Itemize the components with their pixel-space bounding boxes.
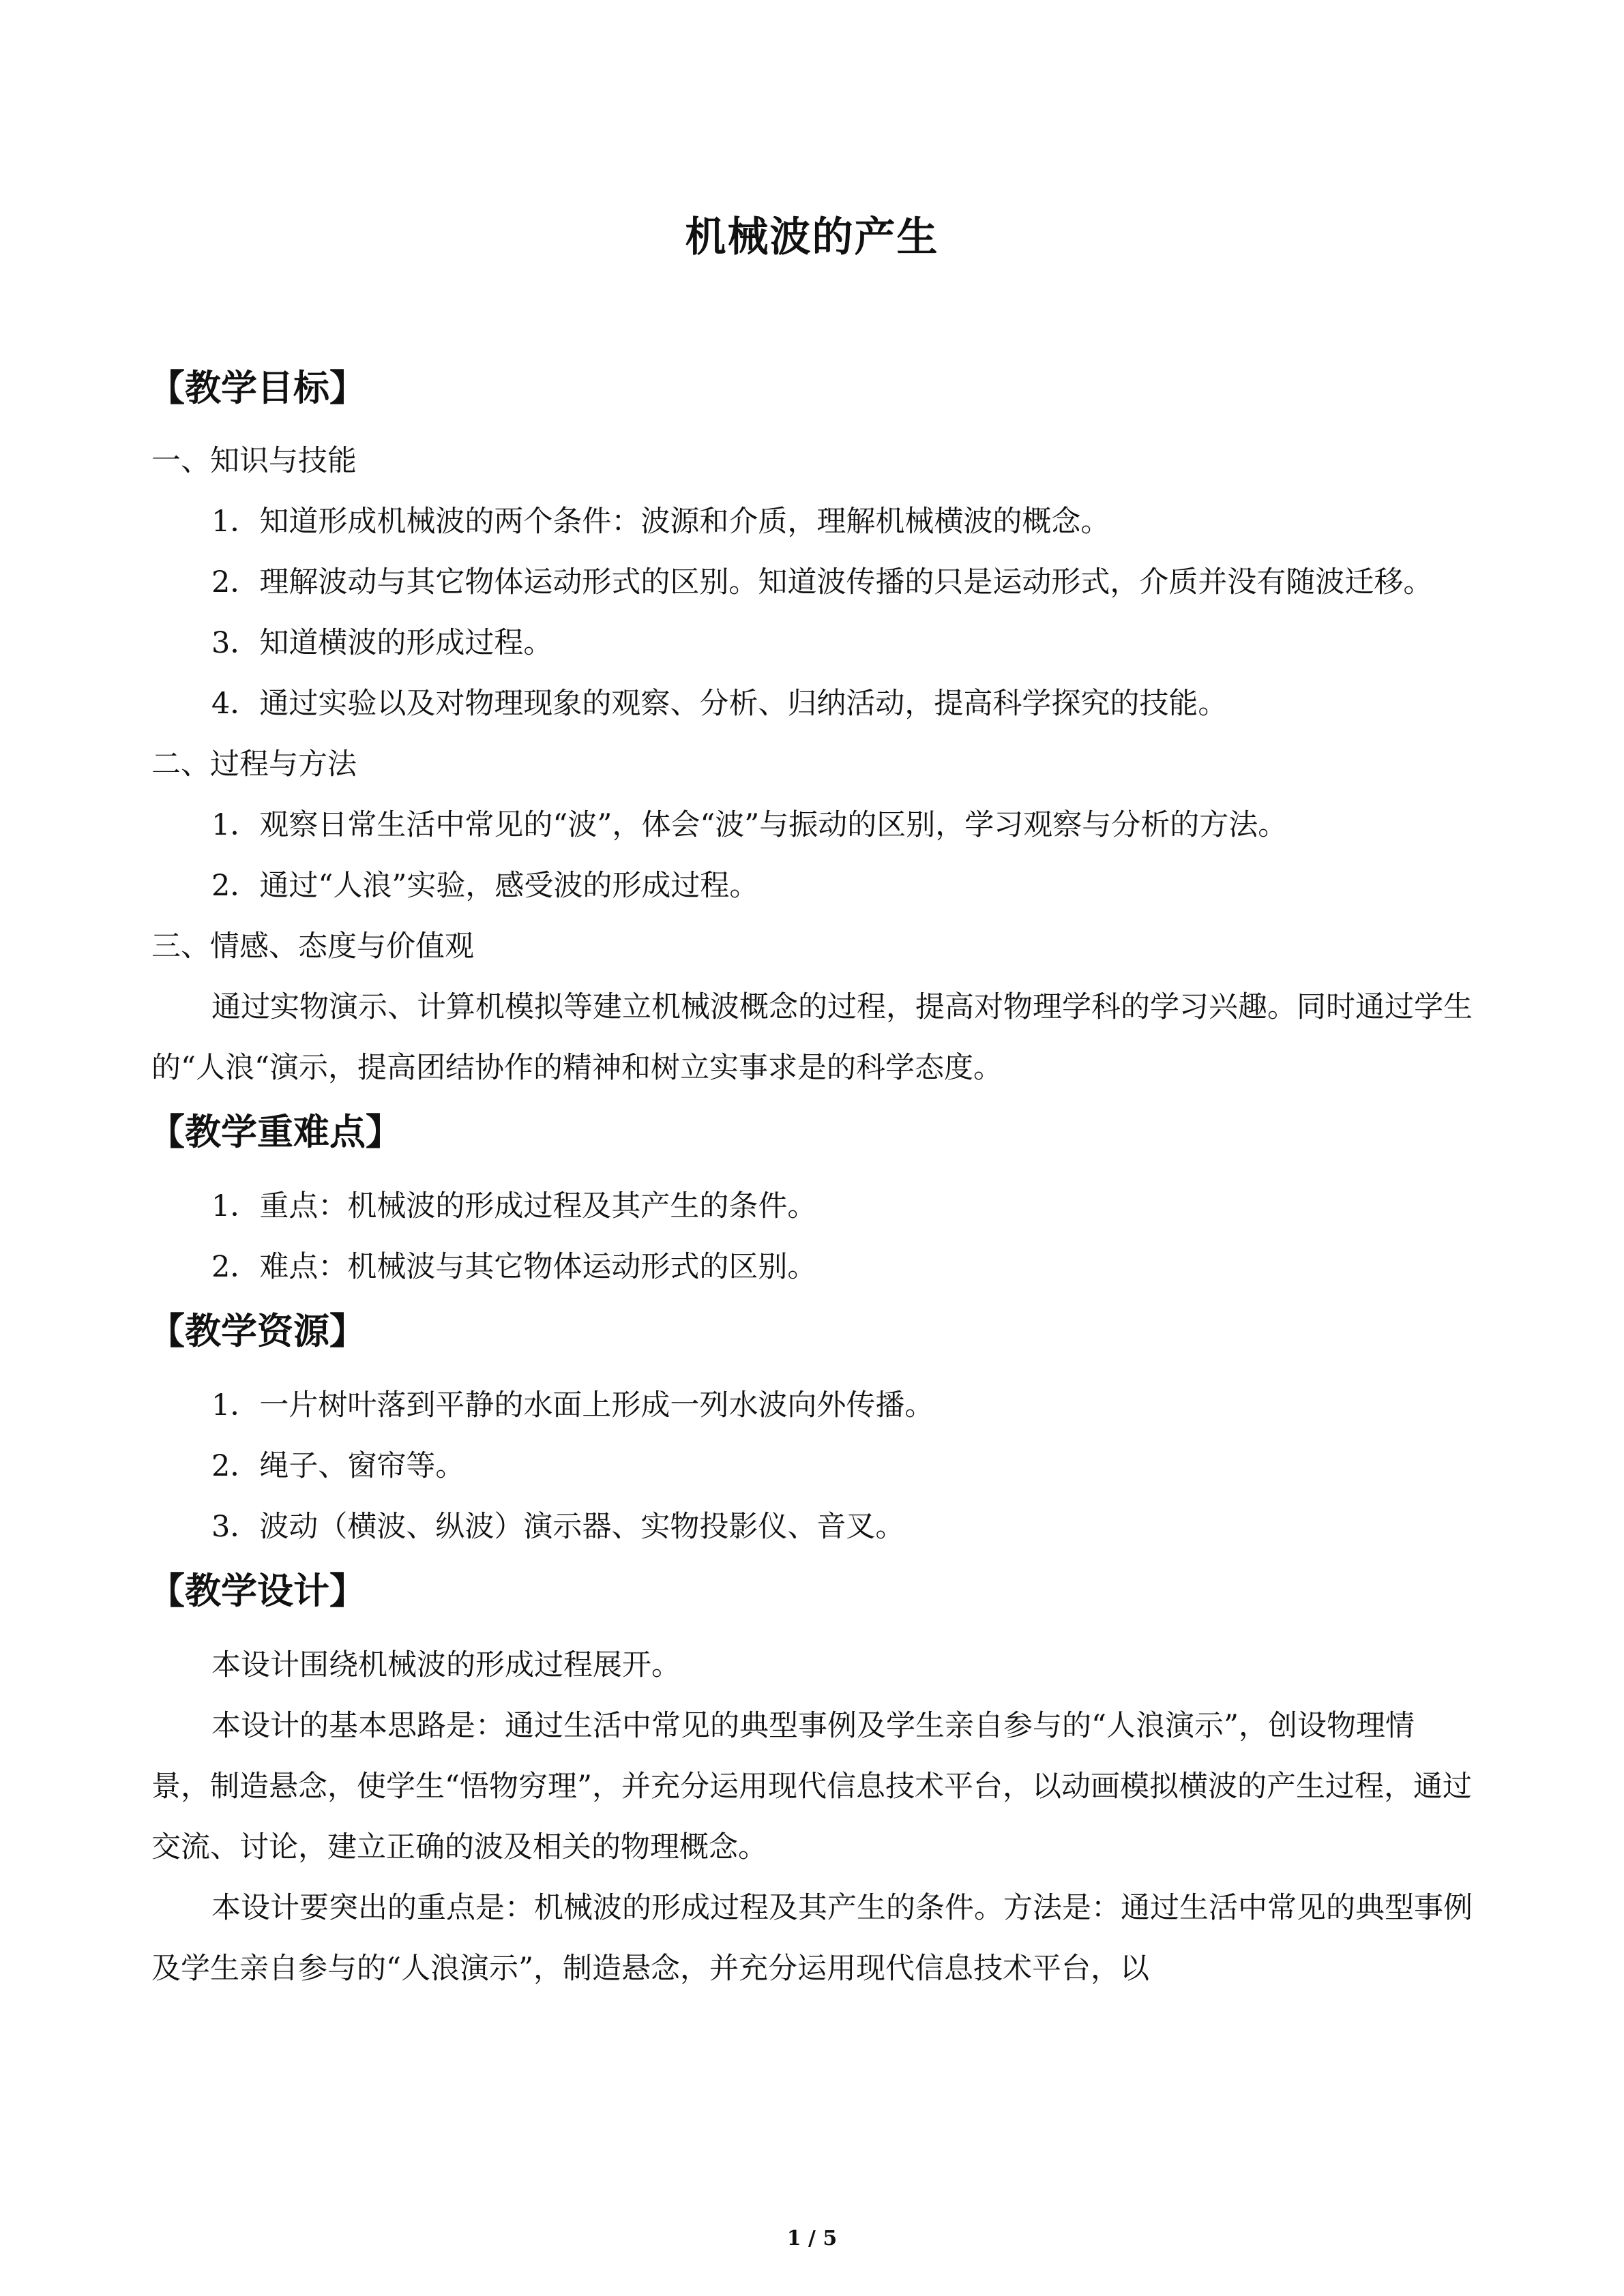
document-title: 机械波的产生 <box>685 213 939 261</box>
paragraph: 本设计要突出的重点是：机械波的形成过程及其产生的条件。方法是：通过生活中常见的典型事例及学生亲自参与的“人浪演示”，制造悬念，并充分运用现代信息技术平台，以 <box>151 1891 1473 1986</box>
list-item: 2．通过“人浪”实验，感受波的形成过程。 <box>211 869 759 903</box>
subheading-knowledge: 一、知识与技能 <box>151 444 357 478</box>
subheading-emotion: 三、情感、态度与价值观 <box>151 929 474 964</box>
list-item: 1．一片树叶落到平静的水面上形成一列水波向外传播。 <box>211 1388 934 1422</box>
section-heading-design: 【教学设计】 <box>149 1570 366 1612</box>
list-item: 2．难点：机械波与其它物体运动形式的区别。 <box>211 1250 817 1284</box>
paragraph: 通过实物演示、计算机模拟等建立机械波概念的过程，提高对物理学科的学习兴趣。同时通过学生的“人浪“演示，提高团结协作的精神和树立实事求是的科学态度。 <box>151 990 1473 1085</box>
document-body <box>151 355 1473 1999</box>
list-item: 1．知道形成机械波的两个条件：波源和介质，理解机械横波的概念。 <box>211 505 1110 539</box>
list-item: 3．波动（横波、纵波）演示器、实物投影仪、音叉。 <box>211 1510 905 1544</box>
section-heading-resources: 【教学资源】 <box>149 1311 366 1352</box>
page-number: 1 / 5 <box>786 2226 838 2250</box>
section-heading-key-points: 【教学重难点】 <box>149 1112 402 1153</box>
paragraph: 本设计围绕机械波的形成过程展开。 <box>211 1648 681 1682</box>
list-item: 1．观察日常生活中常见的“波”，体会“波”与振动的区别，学习观察与分析的方法。 <box>211 808 1288 842</box>
paragraph: 本设计的基本思路是：通过生活中常见的典型事例及学生亲自参与的“人浪演示”，创设物理情景，制造悬念，使学生“悟物穷理”，并充分运用现代信息技术平台，以动画模拟横波的产生过程，通过交流、讨论，建立正确的波及相关的物理概念。 <box>151 1709 1472 1864</box>
subheading-process: 二、过程与方法 <box>151 747 357 781</box>
list-item: 4．通过实验以及对物理现象的观察、分析、归纳活动，提高科学探究的技能。 <box>211 687 1228 721</box>
section-heading-objectives: 【教学目标】 <box>149 368 366 409</box>
list-item: 2．绳子、窗帘等。 <box>211 1449 465 1483</box>
list-item: 2．理解波动与其它物体运动形式的区别。知道波传播的只是运动形式，介质并没有随波迁移。 <box>211 565 1433 599</box>
list-item: 1．重点：机械波的形成过程及其产生的条件。 <box>211 1189 817 1223</box>
list-item: 3．知道横波的形成过程。 <box>211 626 553 660</box>
